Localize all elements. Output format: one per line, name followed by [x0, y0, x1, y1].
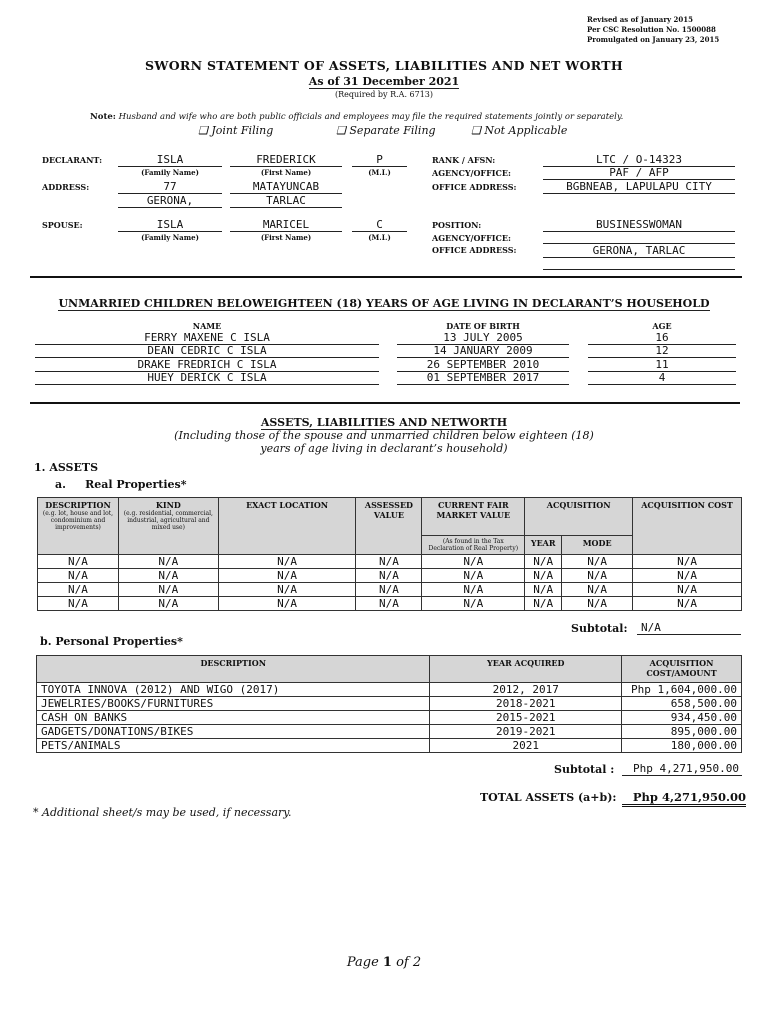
personal-property-cell: 2015-2021	[430, 711, 622, 725]
personal-property-cell: 934,450.00	[622, 711, 742, 725]
personal-properties-heading: b. Personal Properties*	[40, 635, 183, 648]
child-name: HUEY DERICK C ISLA	[35, 371, 379, 385]
real-property-cell: N/A	[633, 597, 742, 611]
real-property-cell: N/A	[218, 555, 356, 569]
real-desc-header: DESCRIPTION (e.g. lot, house and lot, condominium and improvements)	[38, 498, 119, 555]
real-year-header: YEAR	[525, 536, 562, 555]
real-property-cell: N/A	[562, 569, 633, 583]
rank-value: LTC / O-14323	[543, 153, 735, 167]
real-property-cell: N/A	[118, 569, 218, 583]
real-property-cell: N/A	[38, 569, 119, 583]
real-assessed-header: ASSESSED VALUE	[356, 498, 422, 555]
real-property-cell: N/A	[422, 569, 525, 583]
real-property-cell: N/A	[562, 583, 633, 597]
agency-label: AGENCY/OFFICE:	[432, 168, 511, 178]
spouse-family-caption: (Family Name)	[141, 233, 199, 242]
divider	[30, 276, 742, 278]
children-dob-header: DATE OF BIRTH	[446, 321, 520, 331]
real-property-cell: N/A	[525, 555, 562, 569]
personal-property-cell: CASH ON BANKS	[37, 711, 430, 725]
personal-year-header: YEAR ACQUIRED	[430, 656, 622, 683]
real-subtotal-label: Subtotal:	[571, 622, 628, 635]
required-by: (Required by R.A. 6713)	[334, 90, 434, 99]
address-line1-b: MATAYUNCAB	[230, 180, 342, 194]
personal-property-row	[37, 683, 742, 697]
alnw-subtitle-2: years of age living in declarant’s household)	[260, 442, 508, 455]
mi-caption: (M.I.)	[368, 168, 391, 177]
resolution-text: Per CSC Resolution No. 1500088	[587, 25, 716, 34]
child-age: 12	[588, 344, 736, 358]
spouse-office-label: OFFICE ADDRESS:	[432, 245, 517, 255]
child-dob: 14 JANUARY 2009	[397, 344, 569, 358]
filing-separate[interactable]: ❑ Separate Filing	[336, 124, 436, 137]
address-line2-a: GERONA,	[118, 194, 222, 208]
declarant-mi: P	[352, 153, 407, 167]
real-acquisition-header: ACQUISITION	[525, 498, 633, 536]
note	[90, 112, 623, 122]
personal-subtotal-label: Subtotal :	[554, 763, 615, 776]
real-property-cell: N/A	[218, 597, 356, 611]
real-location-header: EXACT LOCATION	[218, 498, 356, 555]
rank-label: RANK / AFSN:	[432, 155, 496, 165]
real-property-cell: N/A	[633, 569, 742, 583]
spouse-first-name: MARICEL	[230, 218, 342, 232]
as-of-date: As of 31 December 2021	[308, 75, 460, 88]
real-property-cell: N/A	[422, 555, 525, 569]
real-property-cell: N/A	[525, 597, 562, 611]
page-title: SWORN STATEMENT OF ASSETS, LIABILITIES AND NET WORTH	[145, 58, 623, 73]
declarant-first-name: FREDERICK	[230, 153, 342, 167]
real-property-cell: N/A	[38, 597, 119, 611]
personal-property-row	[37, 711, 742, 725]
real-cost-header: ACQUISITION COST	[633, 498, 742, 555]
first-name-caption: (First Name)	[260, 168, 312, 177]
office-address-label: OFFICE ADDRESS:	[432, 182, 517, 192]
personal-property-cell: 180,000.00	[622, 739, 742, 753]
personal-cost-header: ACQUISITION COST/AMOUNT	[622, 656, 742, 683]
real-property-cell: N/A	[525, 569, 562, 583]
personal-subtotal-value: Php 4,271,950.00	[622, 762, 742, 776]
child-age: 16	[588, 331, 736, 345]
spouse-agency-label: AGENCY/OFFICE:	[432, 233, 511, 243]
real-property-cell: N/A	[422, 583, 525, 597]
real-kind-header: KIND (e.g. residential, commercial, industrial, agricultural and mixed use)	[118, 498, 218, 555]
real-property-cell: N/A	[218, 583, 356, 597]
address-label: ADDRESS:	[42, 182, 90, 192]
personal-property-cell: TOYOTA INNOVA (2012) AND WIGO (2017)	[37, 683, 430, 697]
personal-property-cell: PETS/ANIMALS	[37, 739, 430, 753]
declarant-family-name: ISLA	[118, 153, 222, 167]
alnw-title: ASSETS, LIABILITIES AND NETWORTH	[260, 416, 508, 429]
real-property-cell: N/A	[562, 597, 633, 611]
child-age: 4	[588, 371, 736, 385]
real-property-cell: N/A	[356, 569, 422, 583]
real-subtotal-value: N/A	[637, 621, 741, 635]
address-line2-b: TARLAC	[230, 194, 342, 208]
spouse-mi: C	[352, 218, 407, 232]
total-assets-label: TOTAL ASSETS (a+b):	[480, 791, 617, 804]
personal-property-cell: 2021	[430, 739, 622, 753]
promulgated-text: Promulgated on January 23, 2015	[587, 35, 720, 44]
child-dob: 26 SEPTEMBER 2010	[397, 358, 569, 372]
real-property-cell: N/A	[118, 555, 218, 569]
divider	[30, 402, 740, 404]
children-age-header: AGE	[652, 321, 672, 331]
footnote: * Additional sheet/s may be used, if necessary.	[33, 806, 292, 819]
spouse-office-value: GERONA, TARLAC	[543, 244, 735, 258]
assets-heading: 1. ASSETS	[34, 461, 99, 474]
spouse-label: SPOUSE:	[42, 220, 83, 230]
real-property-cell: N/A	[562, 555, 633, 569]
personal-property-cell: 2012, 2017	[430, 683, 622, 697]
child-dob: 13 JULY 2005	[397, 331, 569, 345]
children-name-header: NAME	[192, 321, 222, 331]
personal-property-row	[37, 739, 742, 753]
agency-value: PAF / AFP	[543, 166, 735, 180]
real-property-cell: N/A	[38, 555, 119, 569]
child-name: DEAN CEDRIC C ISLA	[35, 344, 379, 358]
personal-properties-table	[36, 655, 742, 753]
family-name-caption: (Family Name)	[141, 168, 199, 177]
checkbox-icon: ❑	[336, 124, 346, 137]
child-age: 11	[588, 358, 736, 372]
real-property-row	[38, 569, 742, 583]
address-line1-a: 77	[118, 180, 222, 194]
note-label: Note:	[90, 112, 116, 122]
real-property-cell: N/A	[525, 583, 562, 597]
child-dob: 01 SEPTEMBER 2017	[397, 371, 569, 385]
spouse-office-line2	[543, 257, 735, 270]
alnw-subtitle-1: (Including those of the spouse and unmarried children below eighteen (18)	[174, 429, 594, 442]
spouse-mi-caption: (M.I.)	[368, 233, 391, 242]
page-number: Page 1 of 2	[346, 955, 422, 970]
spouse-family-name: ISLA	[118, 218, 222, 232]
personal-property-cell: Php 1,604,000.00	[622, 683, 742, 697]
real-property-cell: N/A	[118, 597, 218, 611]
child-name: DRAKE FREDRICH C ISLA	[35, 358, 379, 372]
personal-property-cell: 895,000.00	[622, 725, 742, 739]
real-property-row	[38, 555, 742, 569]
real-property-cell: N/A	[218, 569, 356, 583]
real-property-row	[38, 597, 742, 611]
real-property-cell: N/A	[633, 583, 742, 597]
checkbox-icon: ❑	[471, 124, 481, 137]
filing-not-applicable[interactable]: ❑ Not Applicable	[471, 124, 568, 137]
child-name: FERRY MAXENE C ISLA	[35, 331, 379, 345]
personal-property-cell: GADGETS/DONATIONS/BIKES	[37, 725, 430, 739]
personal-property-row	[37, 697, 742, 711]
revised-text: Revised as of January 2015	[587, 15, 693, 24]
position-label: POSITION:	[432, 220, 482, 230]
checkbox-icon: ❑	[198, 124, 208, 137]
real-fmv-header: CURRENT FAIR MARKET VALUE	[422, 498, 525, 536]
real-property-cell: N/A	[38, 583, 119, 597]
position-value: BUSINESSWOMAN	[543, 218, 735, 232]
revision-info	[587, 15, 719, 45]
real-property-cell: N/A	[356, 555, 422, 569]
personal-desc-header: DESCRIPTION	[37, 656, 430, 683]
real-fmv-note: (As found in the Tax Declaration of Real Property)	[422, 536, 525, 555]
real-property-cell: N/A	[422, 597, 525, 611]
real-properties-heading: a. Real Properties*	[55, 478, 187, 491]
real-property-cell: N/A	[356, 583, 422, 597]
children-title: UNMARRIED CHILDREN BELOWEIGHTEEN (18) YEARS OF AGE LIVING IN DECLARANT’S HOUSEHOLD	[58, 297, 710, 310]
filing-joint[interactable]: ❑ Joint Filing	[198, 124, 274, 137]
real-property-cell: N/A	[356, 597, 422, 611]
real-property-cell: N/A	[633, 555, 742, 569]
personal-property-cell: 2019-2021	[430, 725, 622, 739]
spouse-first-caption: (First Name)	[260, 233, 312, 242]
real-property-row	[38, 583, 742, 597]
personal-property-cell: JEWELRIES/BOOKS/FURNITURES	[37, 697, 430, 711]
personal-property-row	[37, 725, 742, 739]
real-mode-header: MODE	[562, 536, 633, 555]
real-property-cell: N/A	[118, 583, 218, 597]
personal-property-cell: 658,500.00	[622, 697, 742, 711]
note-text: Husband and wife who are both public officials and employees may file the required statements jointly or separately.	[118, 112, 624, 122]
declarant-label: DECLARANT:	[42, 155, 103, 165]
personal-property-cell: 2018-2021	[430, 697, 622, 711]
total-assets-value: Php 4,271,950.00	[622, 790, 746, 807]
spouse-agency-value	[543, 231, 735, 244]
real-properties-table	[37, 497, 742, 611]
office-address-value: BGBNEAB, LAPULAPU CITY	[543, 180, 735, 194]
